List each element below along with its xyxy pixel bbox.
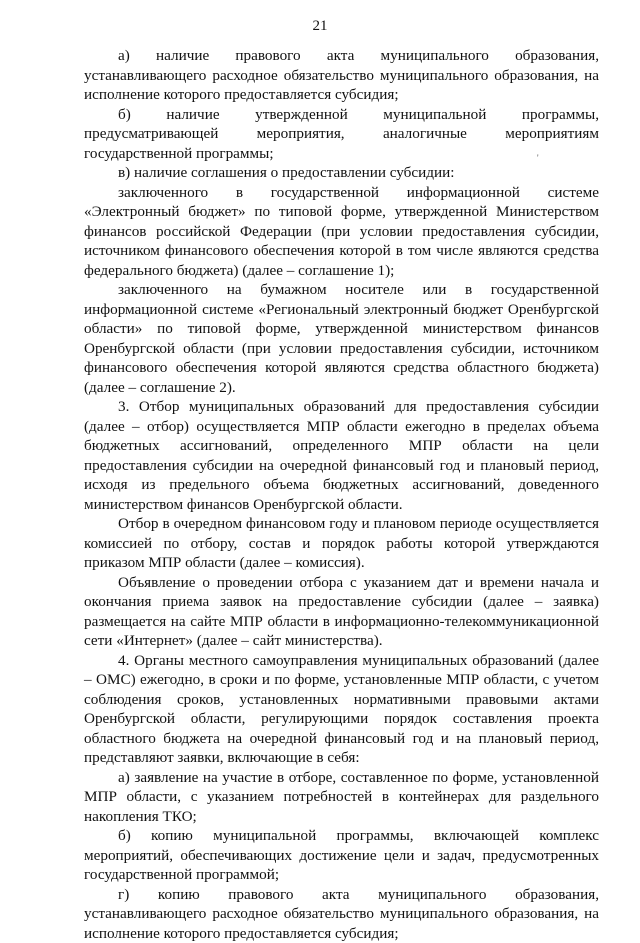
paragraph-agreement-1: заключенного в государственной информационной системе «Электронный бюджет» по типовой форме, утвержденной Министерством финансов российской Федерации (при условии предоставления субсидии, источником финансового обеспечения которой в том числе являются средства федерального бюджета) (далее – соглашение 1); (84, 183, 599, 281)
stray-mark: ' (537, 153, 539, 163)
paragraph-announcement: Объявление о проведении отбора с указанием дат и времени начала и окончания приема заявок на предоставление субсидии (далее – заявка) размещается на сайте МПР области в информационно-телекоммуникационной сети «Интернет» (далее – сайт министерства). (84, 573, 599, 651)
page-number: 21 (0, 18, 640, 35)
paragraph-1a: а) наличие правового акта муниципального образования, устанавливающего расходное обязательство муниципального образования, на исполнение которого предоставляется субсидия; (84, 46, 599, 105)
paragraph-4a: а) заявление на участие в отборе, составленное по форме, установленной МПР области, с указанием потребностей в контейнерах для раздельного накопления ТКО; (84, 768, 599, 827)
paragraph-3: 3. Отбор муниципальных образований для предоставления субсидии (далее – отбор) осуществляется МПР области ежегодно в пределах объема бюджетных ассигнований, определенного МПР области на цели предоставления субсидии на очередной финансовый год и плановый период, исходя из предельного объема бюджетных ассигнований, доведенного министерством финансов Оренбургской области. (84, 397, 599, 514)
paragraph-4b: б) копию муниципальной программы, включающей комплекс мероприятий, обеспечивающих достижение цели и задач, предусмотренных государственной программой; (84, 826, 599, 885)
paragraph-4: 4. Органы местного самоуправления муниципальных образований (далее – ОМС) ежегодно, в сроки и по форме, установленные МПР области, с учетом соблюдения сроков, установленных нормативными правовыми актами Оренбургской области, регулирующими порядок составления проекта областного бюджета на очередной финансовый год и на плановый период, представляют заявки, включающие в себя: (84, 651, 599, 768)
paragraph-agreement-2: заключенного на бумажном носителе или в государственной информационной системе «Региональный электронный бюджет Оренбургской области» по типовой форме, утвержденной министерством финансов Оренбургской области (при условии предоставления субсидии, источником финансового обеспечения которой являются средства областного бюджета) (далее – соглашение 2). (84, 280, 599, 397)
paragraph-4g: г) копию правового акта муниципального образования, устанавливающего расходное обязательство муниципального образования, на исполнение которого предоставляется субсидия; (84, 885, 599, 943)
paragraph-1c: в) наличие соглашения о предоставлении субсидии: (84, 163, 599, 183)
paragraph-1b: б) наличие утвержденной муниципальной программы, предусматривающей мероприятия, аналогичные мероприятиям государственной программы; (84, 105, 599, 164)
document-body (84, 46, 599, 943)
paragraph-commission: Отбор в очередном финансовом году и плановом периоде осуществляется комиссией по отбору, состав и порядок работы которой утверждаются приказом МПР области (далее – комиссия). (84, 514, 599, 573)
